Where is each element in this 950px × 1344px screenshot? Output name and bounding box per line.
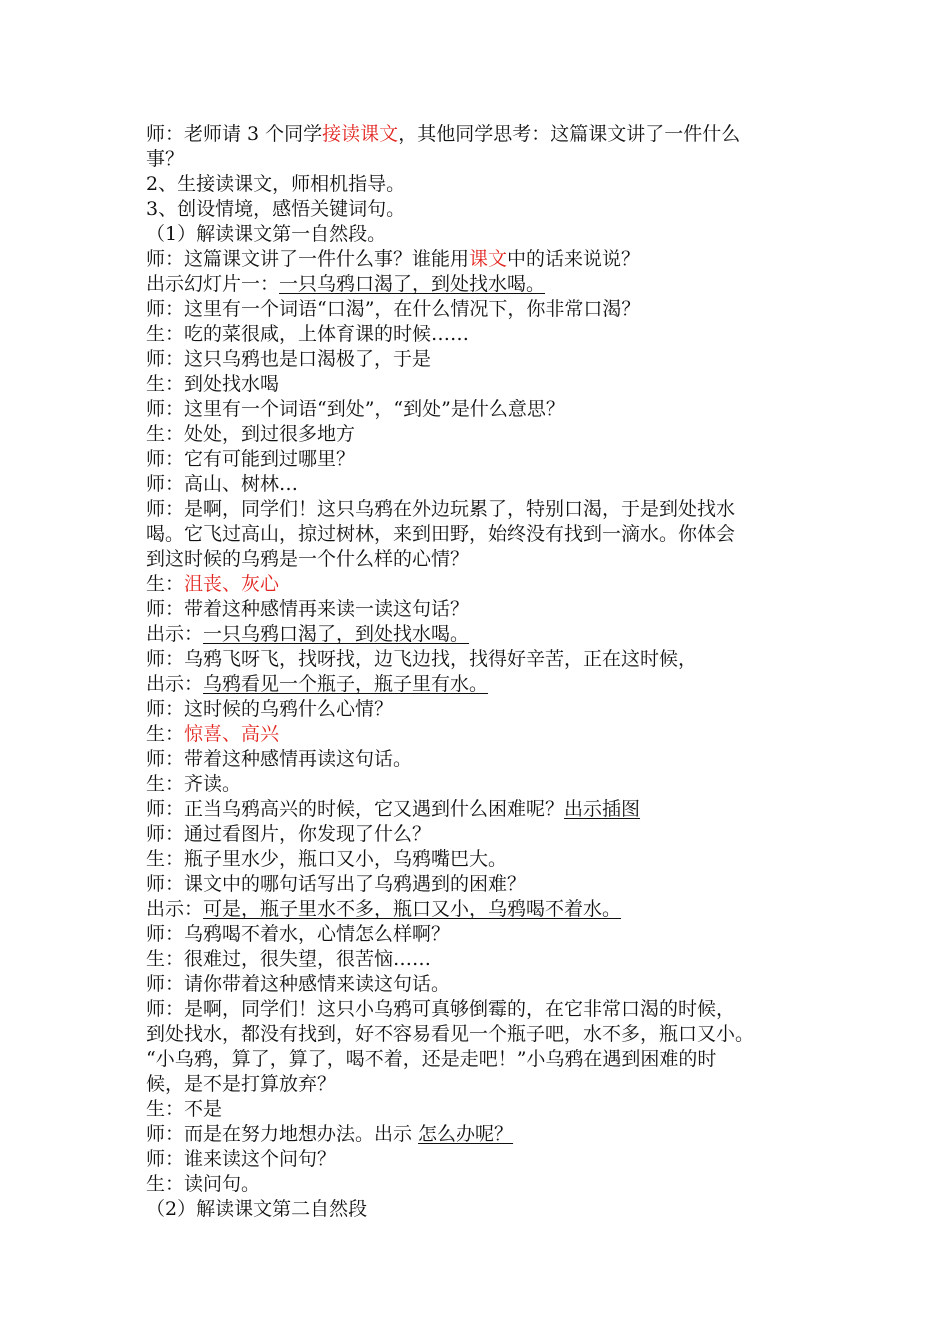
underlined-text: 可是，瓶子里水不多，瓶口又小，乌鸦喝不着水。	[203, 898, 622, 920]
text-line	[146, 547, 812, 572]
text-segment: 师：老师请 3 个同学	[146, 123, 323, 145]
text-line	[146, 397, 812, 422]
underlined-text: 乌鸦看见一个瓶子，瓶子里有水。	[203, 673, 489, 695]
text-segment: 师：是啊，同学们！这只小乌鸦可真够倒霉的，在它非常口渴的时候，	[146, 998, 736, 1020]
text-line	[146, 297, 812, 322]
text-line	[146, 822, 812, 847]
text-segment: 师：课文中的哪句话写出了乌鸦遇到的困难？	[146, 873, 527, 895]
text-line	[146, 472, 812, 497]
text-segment: 师：带着这种感情再来读一读这句话？	[146, 598, 470, 620]
text-line	[146, 222, 812, 247]
text-line	[146, 122, 812, 147]
text-segment: “小乌鸦，算了，算了，喝不着，还是走吧！”小乌鸦在遇到困难的时	[146, 1048, 717, 1070]
highlighted-text: 惊喜、高兴	[184, 723, 280, 745]
underlined-text: 怎么办呢？	[418, 1123, 514, 1145]
text-line	[146, 972, 812, 997]
text-line	[146, 197, 812, 222]
text-segment: 师：正当乌鸦高兴的时候，它又遇到什么困难呢？	[146, 798, 565, 820]
text-segment: （2）解读课文第二自然段	[146, 1198, 368, 1220]
text-line	[146, 172, 812, 197]
text-line	[146, 747, 812, 772]
text-segment: 出示幻灯片一：	[146, 273, 280, 295]
text-line	[146, 422, 812, 447]
text-segment: 到这时候的乌鸦是一个什么样的心情？	[146, 548, 470, 570]
text-segment: 师：乌鸦飞呀飞，找呀找，边飞边找，找得好辛苦，正在这时候，	[146, 648, 698, 670]
text-segment: 师：高山、树林…	[146, 473, 299, 495]
text-line	[146, 1097, 812, 1122]
text-segment: 师：这里有一个词语“口渴”，在什么情况下，你非常口渴？	[146, 298, 641, 320]
text-line	[146, 247, 812, 272]
text-segment: 喝。它飞过高山，掠过树林，来到田野，始终没有找到一滴水。你体会	[146, 523, 736, 545]
text-line	[146, 1197, 812, 1222]
text-line	[146, 1172, 812, 1197]
text-line	[146, 572, 812, 597]
text-segment: 生：到处找水喝	[146, 373, 280, 395]
text-line	[146, 1022, 812, 1047]
text-line	[146, 997, 812, 1022]
text-segment: 师：通过看图片，你发现了什么？	[146, 823, 432, 845]
text-line	[146, 722, 812, 747]
text-line	[146, 1122, 812, 1147]
text-line	[146, 147, 812, 172]
text-segment: 3、创设情境，感悟关键词句。	[146, 198, 406, 220]
underlined-text: 出示插图	[564, 798, 641, 820]
text-line	[146, 1072, 812, 1097]
text-segment: 师：这篇课文讲了一件什么事？谁能用	[146, 248, 470, 270]
text-segment: 师：它有可能到过哪里？	[146, 448, 356, 470]
text-line	[146, 372, 812, 397]
text-line	[146, 897, 812, 922]
document-body	[146, 122, 812, 1222]
text-line	[146, 647, 812, 672]
text-line	[146, 872, 812, 897]
text-segment: 生：瓶子里水少，瓶口又小，乌鸦嘴巴大。	[146, 848, 508, 870]
text-line	[146, 622, 812, 647]
text-segment: 师：这时候的乌鸦什么心情？	[146, 698, 394, 720]
text-segment: 生：很难过，很失望，很苦恼……	[146, 948, 432, 970]
text-line	[146, 347, 812, 372]
text-segment: 出示：	[146, 623, 204, 645]
text-line	[146, 922, 812, 947]
text-line	[146, 447, 812, 472]
text-segment: 师：是啊，同学们！这只乌鸦在外边玩累了，特别口渴，于是到处找水	[146, 498, 736, 520]
text-segment: 师：而是在努力地想办法。出示	[146, 1123, 419, 1145]
text-segment: （1）解读课文第一自然段。	[146, 223, 387, 245]
text-line	[146, 797, 812, 822]
text-segment: 生：	[146, 573, 185, 595]
text-line	[146, 272, 812, 297]
highlighted-text: 接读课文	[322, 123, 399, 145]
text-segment: 师：这里有一个词语“到处”，“到处”是什么意思？	[146, 398, 565, 420]
text-segment: 生：不是	[146, 1098, 223, 1120]
text-segment: 候，是不是打算放弃？	[146, 1073, 337, 1095]
text-line	[146, 1047, 812, 1072]
underlined-text: 一只乌鸦口渴了，到处找水喝。	[279, 273, 546, 295]
text-segment: 事？	[146, 148, 185, 170]
text-segment: 师：带着这种感情再读这句话。	[146, 748, 413, 770]
text-segment: 2、生接读课文，师相机指导。	[146, 173, 406, 195]
text-segment: 到处找水，都没有找到，好不容易看见一个瓶子吧，水不多，瓶口又小。	[146, 1023, 755, 1045]
text-line	[146, 597, 812, 622]
text-line	[146, 672, 812, 697]
text-segment: 生：齐读。	[146, 773, 242, 795]
text-line	[146, 697, 812, 722]
text-segment: 出示：	[146, 673, 204, 695]
text-segment: 生：处处，到过很多地方	[146, 423, 356, 445]
text-line	[146, 1147, 812, 1172]
text-line	[146, 772, 812, 797]
text-segment: ，其他同学思考：这篇课文讲了一件什么	[398, 123, 741, 145]
text-segment: 生：读问句。	[146, 1173, 261, 1195]
text-line	[146, 497, 812, 522]
text-segment: 生：吃的菜很咸，上体育课的时候……	[146, 323, 470, 345]
text-segment: 生：	[146, 723, 185, 745]
underlined-text: 一只乌鸦口渴了，到处找水喝。	[203, 623, 470, 645]
text-segment: 师：谁来读这个问句？	[146, 1148, 337, 1170]
text-line	[146, 522, 812, 547]
text-segment: 出示：	[146, 898, 204, 920]
text-line	[146, 847, 812, 872]
text-segment: 中的话来说说？	[507, 248, 641, 270]
highlighted-text: 课文	[469, 248, 508, 270]
highlighted-text: 沮丧、灰心	[184, 573, 280, 595]
text-segment: 师：请你带着这种感情来读这句话。	[146, 973, 451, 995]
text-line	[146, 322, 812, 347]
text-segment: 师：乌鸦喝不着水，心情怎么样啊？	[146, 923, 451, 945]
text-segment: 师：这只乌鸦也是口渴极了，于是	[146, 348, 432, 370]
text-line	[146, 947, 812, 972]
